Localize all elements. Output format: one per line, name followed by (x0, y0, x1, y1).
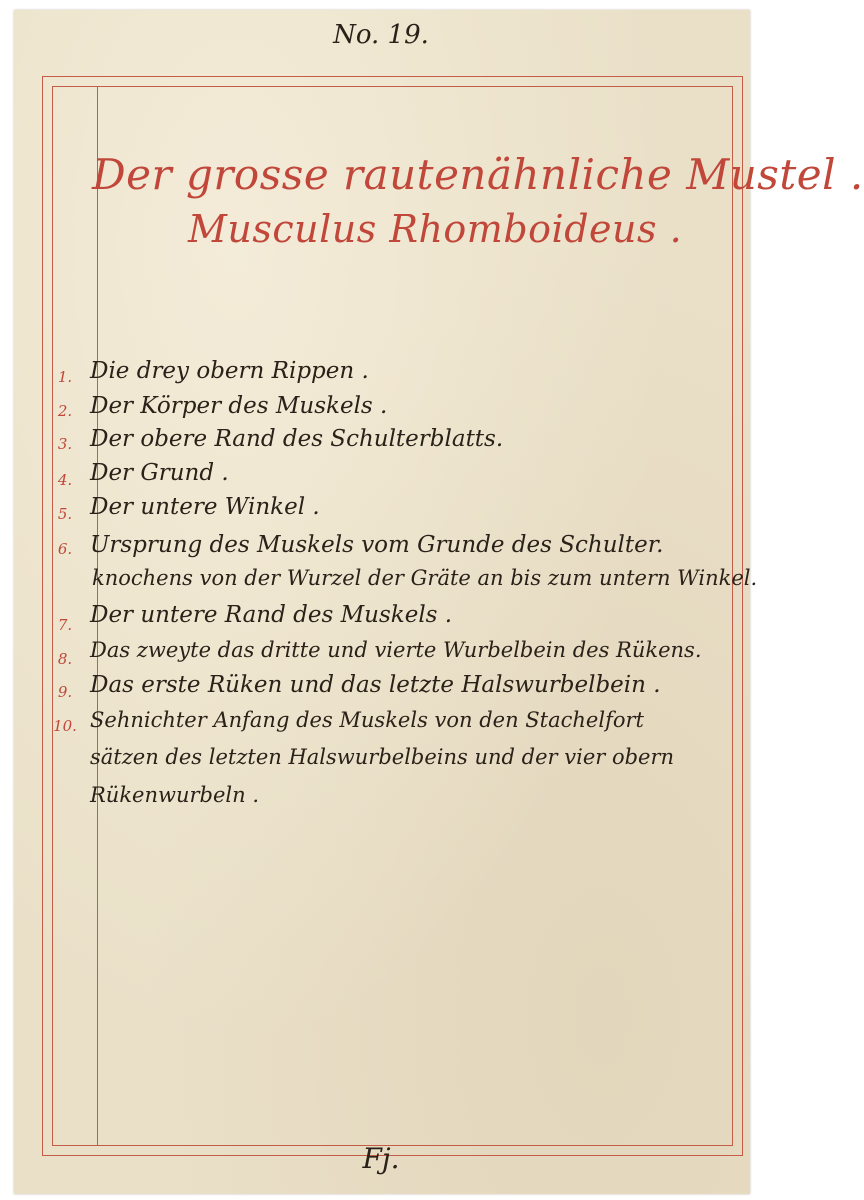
page-title (92, 150, 864, 251)
item-number: 1. (57, 368, 73, 386)
item-text: Die drey obern Rippen . (90, 358, 369, 384)
item-number: 10. (53, 717, 77, 735)
item-text: Der untere Rand des Muskels . (90, 602, 453, 628)
item-number: 3. (57, 435, 73, 453)
item-number: 8. (57, 650, 73, 668)
item-text: Der obere Rand des Schulterblatts. (90, 426, 504, 452)
signature: Fj. (362, 1142, 400, 1175)
title-latin: Musculus Rhomboideus . (188, 207, 683, 251)
item-text: Ursprung des Muskels vom Grunde des Schulter. (90, 532, 664, 558)
item-text: Das zweyte das dritte und vierte Wurbelbein des Rükens. (90, 638, 702, 662)
item-text: Das erste Rüken und das letzte Halswurbelbein . (90, 672, 661, 698)
item-number: 4. (57, 471, 73, 489)
item-text: Der untere Winkel . (90, 494, 320, 520)
item-text-continued: Rükenwurbeln . (90, 783, 260, 807)
item-number: 2. (57, 402, 73, 420)
item-text: Der Grund . (90, 460, 229, 486)
item-number: 7. (57, 616, 73, 634)
item-number: 9. (57, 683, 73, 701)
item-text-continued: sätzen des letzten Halswurbelbeins und der vier obern (90, 745, 675, 769)
item-text: Sehnichter Anfang des Muskels von den Stachelfort (90, 708, 644, 732)
item-number: 5. (57, 505, 73, 523)
item-number: 6. (57, 540, 73, 558)
item-text: Der Körper des Muskels . (90, 393, 388, 419)
title-german: Der grosse rautenähnliche Mustel . (92, 150, 864, 199)
page-number: No. 19. (333, 20, 429, 50)
item-text-continued: knochens von der Wurzel der Gräte an bis zum untern Winkel. (92, 566, 758, 590)
